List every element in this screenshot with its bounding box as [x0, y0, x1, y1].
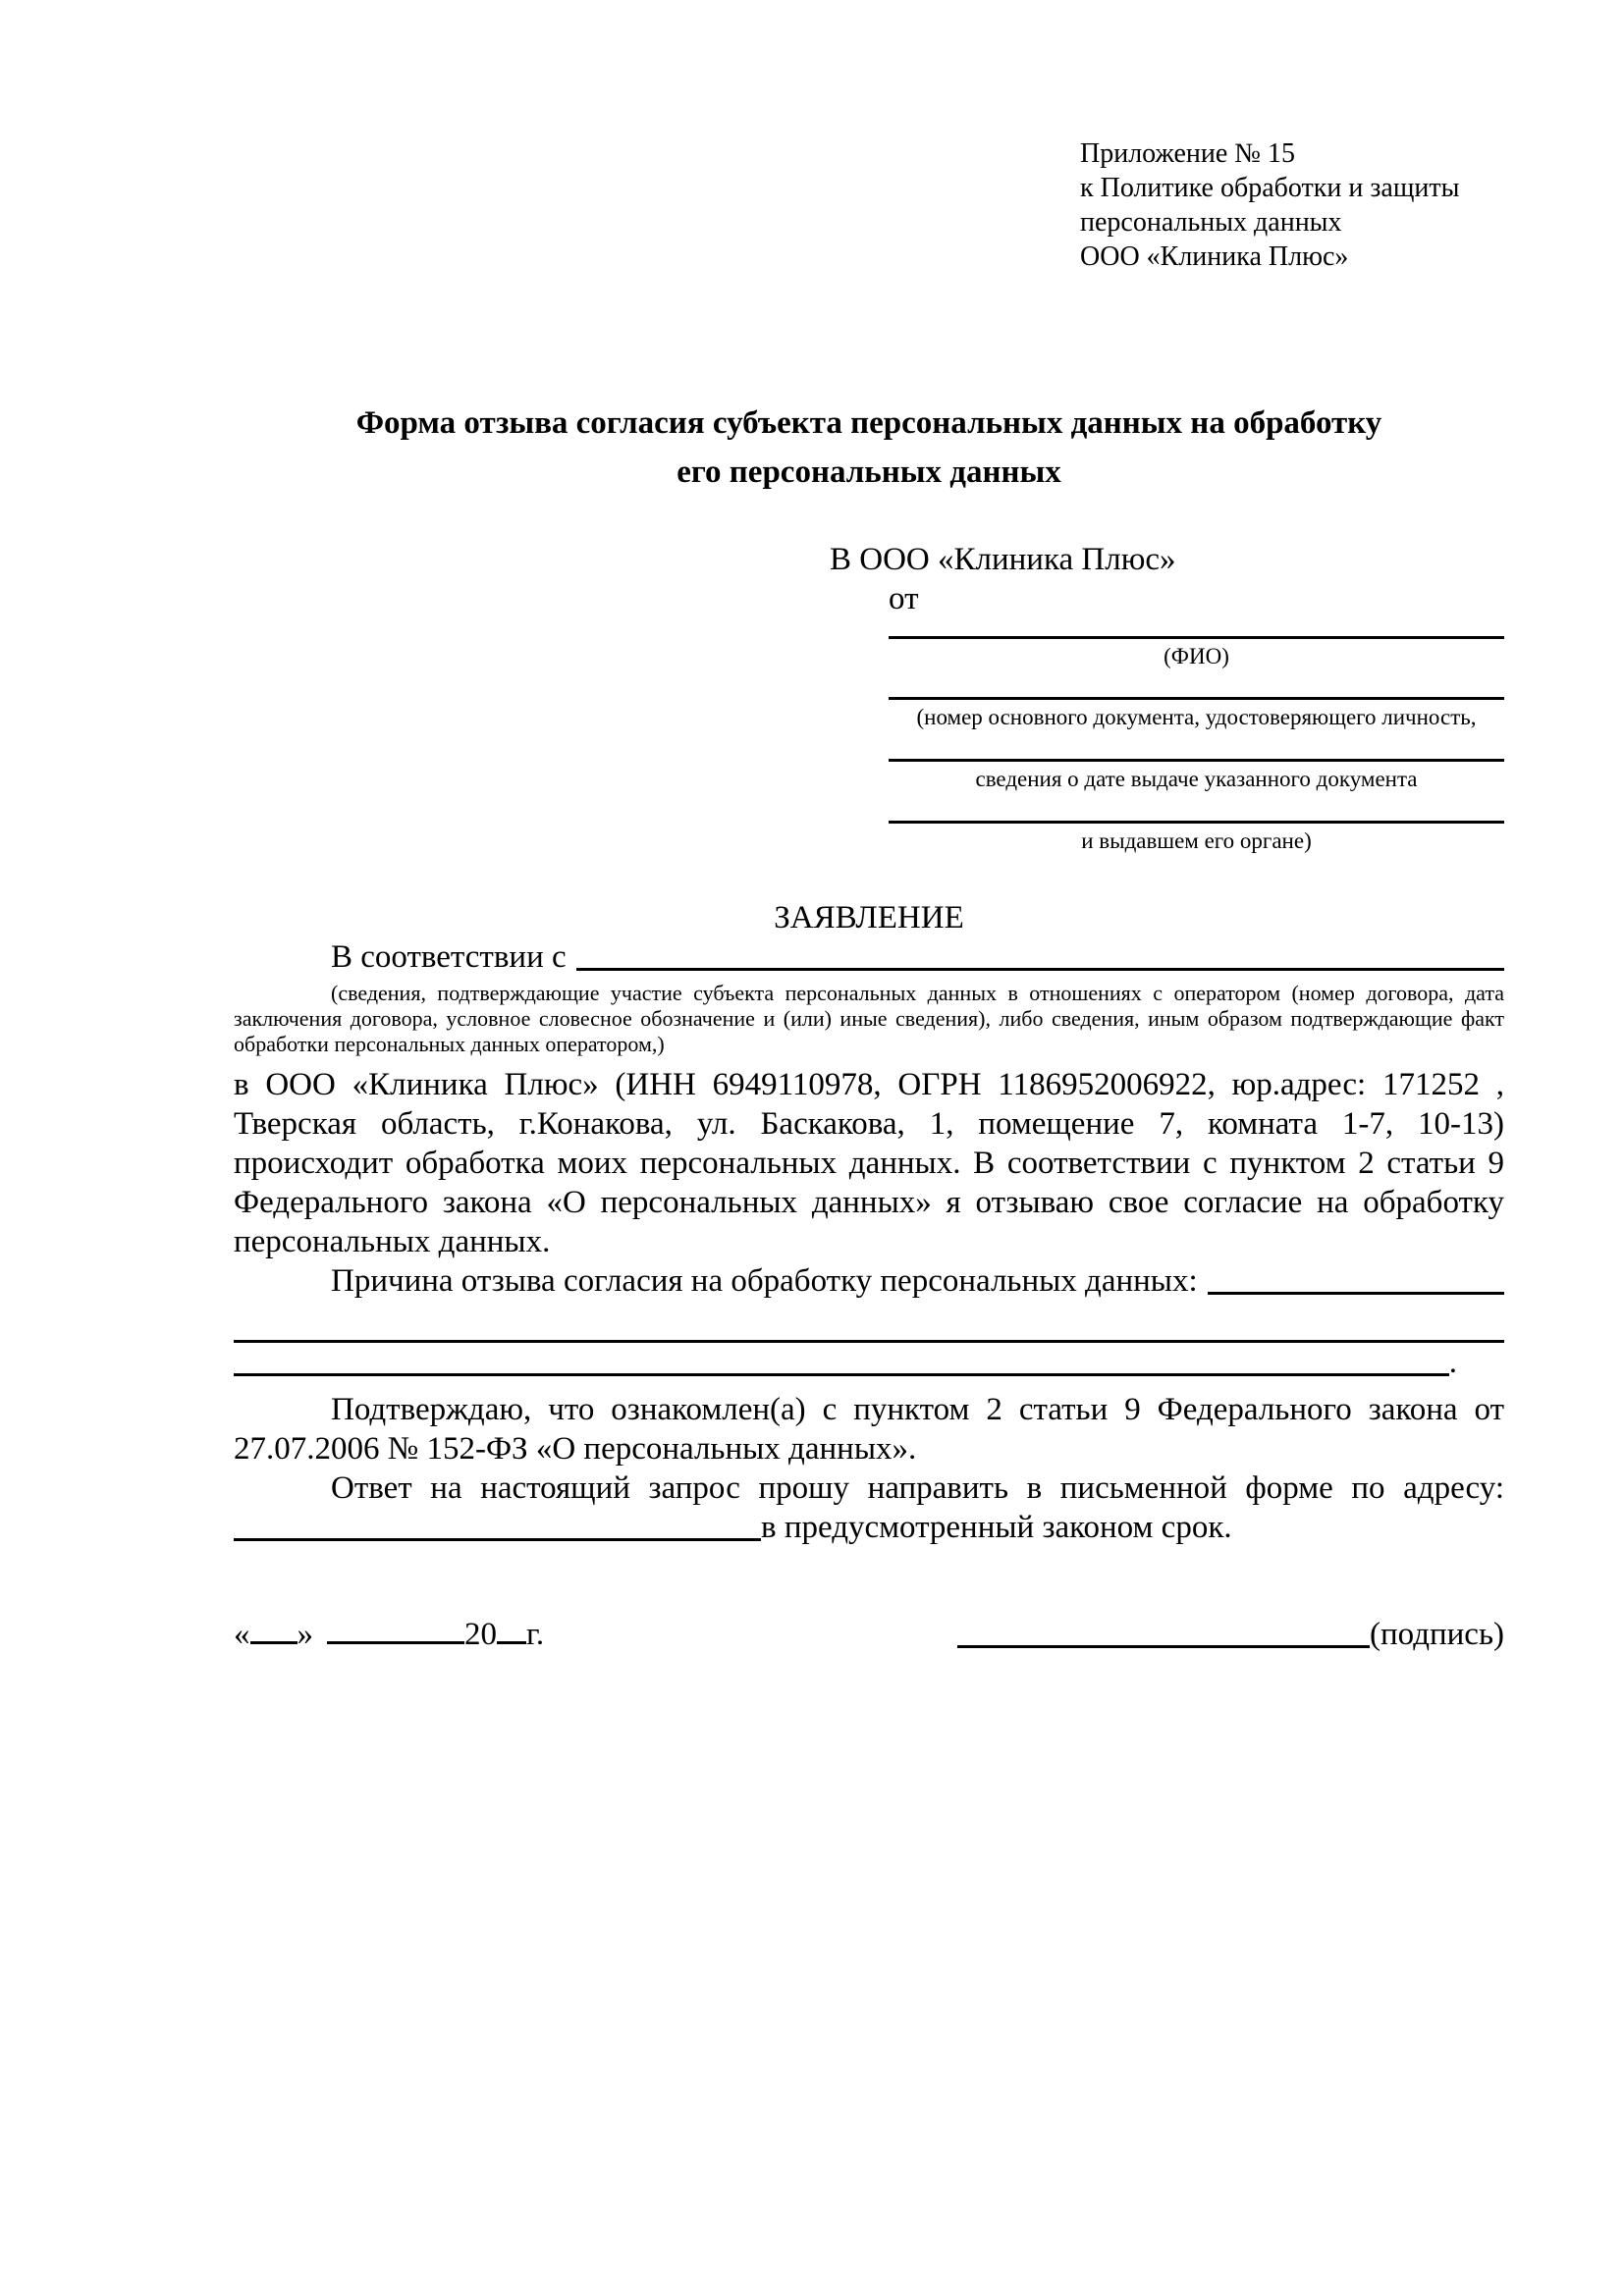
appendix-note-line: Приложение № 15 [1080, 138, 1295, 169]
date-day-blank [250, 1641, 298, 1644]
signature-caption: (подпись) [1370, 1617, 1504, 1652]
signature-group [957, 1615, 1504, 1654]
date-year-prefix: 20 [464, 1617, 497, 1652]
confirmation-paragraph: Подтверждаю, что ознакомлен(а) с пунктом 2 статьи 9 Федерального закона от 27.07.2006 № 152-ФЗ «О персональных данных». [234, 1392, 1504, 1467]
appendix-note-line: персональных данных [1080, 207, 1342, 238]
reason-blank-line-1 [234, 1308, 1504, 1343]
address-blank-line [234, 1538, 761, 1541]
basis-blank-line [576, 968, 1504, 971]
date-open-quote: « [234, 1617, 250, 1652]
reason-blank-line-2 [234, 1373, 1449, 1376]
reason-label: Причина отзыва согласия на обработку персональных данных: [331, 1263, 1198, 1299]
appendix-note-line: ООО «Клиника Плюс» [1080, 241, 1349, 272]
date-group [234, 1615, 544, 1654]
reply-tail-text: в предусмотренный законом срок. [761, 1510, 1232, 1545]
document-title [234, 399, 1504, 497]
reason-blank-line-2-row [234, 1343, 1504, 1382]
fio-blank-line [889, 636, 1504, 639]
document-number-caption: (номер основного документа, удостоверяющего личность, [916, 705, 1477, 729]
fine-print-note: (сведения, подтверждающие участие субъекта персональных данных в отношениях с оператором (номер договора, дата заключения договора, условное словесное обозначение и (или) иные сведения), либо сведения, иным образом подтверждающие факт обработки персональных данных оператором,) [234, 981, 1504, 1056]
footer-row [234, 1615, 1504, 1654]
appendix-note [1080, 136, 1459, 274]
document-number-blank-line [889, 697, 1504, 700]
date-year-suffix: г. [526, 1617, 545, 1652]
date-month-blank [327, 1641, 464, 1644]
reason-end-period: . [1448, 1345, 1457, 1380]
reason-blank-line-short [1208, 1292, 1504, 1295]
signature-blank-line [957, 1645, 1370, 1648]
date-year-blank [497, 1641, 526, 1644]
date-close-quote: » [297, 1617, 313, 1652]
fio-caption: (ФИО) [1164, 644, 1229, 668]
statement-heading: ЗАЯВЛЕНИЕ [774, 900, 964, 935]
reason-line [234, 1261, 1504, 1301]
issuing-authority-caption: и выдавшем его органе) [1081, 828, 1312, 853]
addressee-organization: В ООО «Клиника Плюс» [830, 542, 1176, 577]
intro-line [234, 937, 1504, 977]
issue-date-blank-line [889, 759, 1504, 762]
issue-date-caption: сведения о дате выдаче указанного документа [975, 767, 1418, 791]
statement-body [234, 898, 1504, 1547]
document-title-line: его персональных данных [677, 454, 1061, 490]
intro-prefix: В соответствии с [331, 939, 567, 975]
reply-request-paragraph: Ответ на настоящий запрос прошу направить в письменной форме по адресу: [331, 1470, 1504, 1506]
addressee-from-label: от [889, 581, 919, 616]
main-paragraph: в ООО «Клиника Плюс» (ИНН 6949110978, ОГРН 1186952006922, юр.адрес: 171252 , Тверская область, г.Конакова, ул. Баскакова, 1, помещение 7, комната 1-7, 10-13) происходит обработка моих персональных данных. В соответствии с пунктом 2 статьи 9 Федерального закона «О персональных данных» я отзываю свое согласие на обработку персональных данных. [234, 1067, 1504, 1259]
issuing-authority-blank-line [889, 821, 1504, 824]
reply-address-line [234, 1508, 1504, 1547]
appendix-note-line: к Политике обработки и защиты [1080, 173, 1460, 203]
document-title-line: Форма отзыва согласия субъекта персональных данных на обработку [355, 405, 1382, 441]
